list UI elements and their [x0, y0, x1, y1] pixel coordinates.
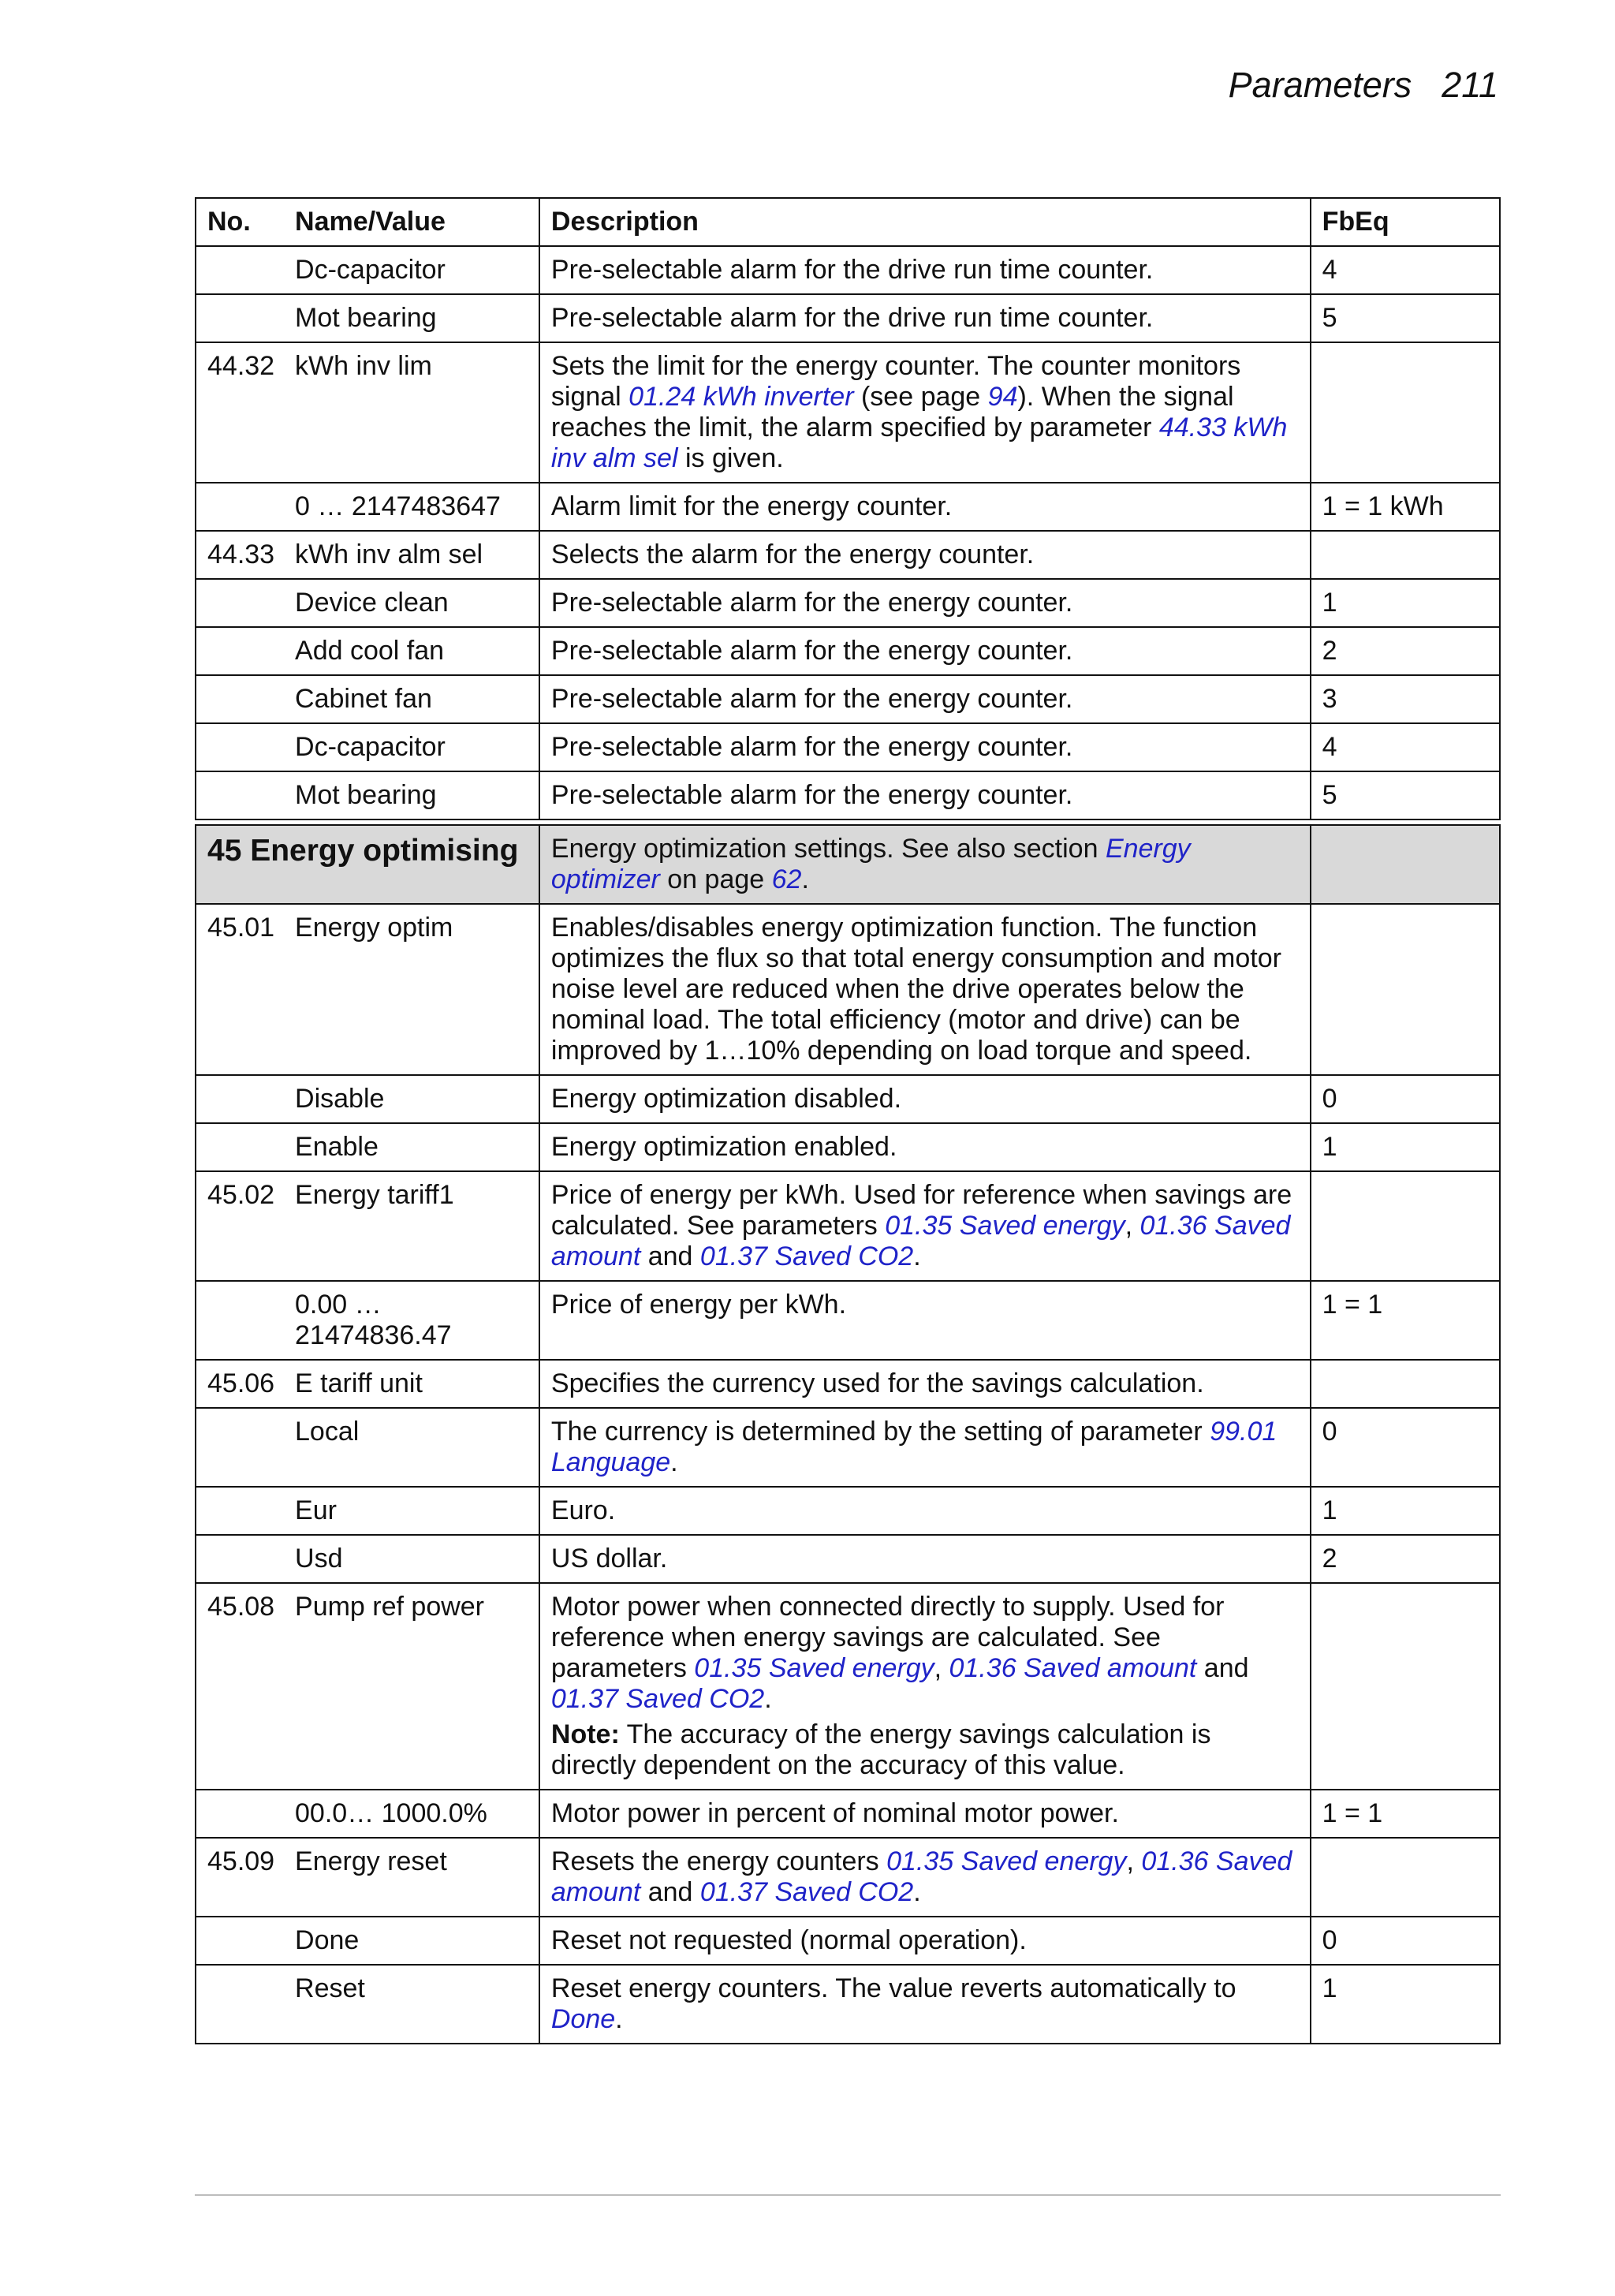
param-description: Selects the alarm for the energy counter. — [539, 531, 1311, 579]
param-fbeq: 2 — [1311, 627, 1500, 675]
table-row — [196, 294, 1500, 342]
param-name: Energy reset — [284, 1838, 539, 1917]
param-no — [196, 1487, 284, 1535]
table-row — [196, 1123, 1500, 1171]
param-name: Add cool fan — [284, 627, 539, 675]
group-description: Energy optimization settings. See also section Energy optimizer on page 62. — [539, 825, 1311, 904]
param-name: 0.00 … 21474836.47 — [284, 1281, 539, 1360]
note-paragraph: Note: The accuracy of the energy savings calculation is directly dependent on the accuracy of this value. — [550, 1719, 1211, 1780]
param-description: Price of energy per kWh. — [539, 1281, 1311, 1360]
param-name: Reset — [284, 1965, 539, 2044]
param-description: Pre-selectable alarm for the energy counter. — [539, 771, 1311, 819]
param-description: US dollar. — [539, 1535, 1311, 1583]
section-link[interactable]: Energy optimizer — [550, 834, 1191, 894]
param-description: Resets the energy counters 01.35 Saved energy, 01.36 Saved amount and 01.37 Saved CO2. — [539, 1838, 1311, 1917]
param-no — [196, 1790, 284, 1838]
param-link[interactable]: 01.37 Saved CO2 — [550, 1684, 765, 1714]
param-description — [539, 1583, 1311, 1790]
param-no: 44.32 — [196, 342, 284, 483]
param-no — [196, 627, 284, 675]
footer-rule — [195, 2194, 1501, 2196]
table-row — [196, 1281, 1500, 1360]
table-row — [196, 1075, 1500, 1123]
param-name: Disable — [284, 1075, 539, 1123]
param-description: Euro. — [539, 1487, 1311, 1535]
table-row — [196, 1535, 1500, 1583]
param-no — [196, 483, 284, 531]
param-description: Reset not requested (normal operation). — [539, 1917, 1311, 1965]
param-name: Pump ref power — [284, 1583, 539, 1790]
table-row — [196, 1583, 1500, 1790]
param-fbeq: 3 — [1311, 675, 1500, 723]
table-row — [196, 1408, 1500, 1487]
page-link[interactable]: 94 — [987, 382, 1018, 412]
param-link[interactable]: 01.35 Saved energy — [886, 1846, 1127, 1876]
table-row — [196, 1917, 1500, 1965]
param-description: Energy optimization disabled. — [539, 1075, 1311, 1123]
param-name: Energy tariff1 — [284, 1171, 539, 1281]
param-no — [196, 1917, 284, 1965]
table-row — [196, 531, 1500, 579]
table-header-row — [196, 198, 1500, 246]
param-fbeq — [1311, 1838, 1500, 1917]
table-row — [196, 1171, 1500, 1281]
param-fbeq: 2 — [1311, 1535, 1500, 1583]
param-no — [196, 771, 284, 819]
param-description: Energy optimization enabled. — [539, 1123, 1311, 1171]
param-link[interactable]: 01.36 Saved amount — [949, 1653, 1197, 1683]
parameter-table-45 — [195, 824, 1501, 2044]
param-name: 0 … 2147483647 — [284, 483, 539, 531]
param-fbeq: 5 — [1311, 771, 1500, 819]
param-fbeq: 5 — [1311, 294, 1500, 342]
param-description: Specifies the currency used for the savings calculation. — [539, 1360, 1311, 1408]
section-title: Parameters — [1228, 65, 1412, 105]
param-description: Pre-selectable alarm for the drive run time counter. — [539, 246, 1311, 294]
table-row — [196, 723, 1500, 771]
group-fbeq — [1311, 825, 1500, 904]
param-no: 45.01 — [196, 904, 284, 1075]
param-fbeq: 1 — [1311, 579, 1500, 627]
param-no: 45.06 — [196, 1360, 284, 1408]
table-row — [196, 1487, 1500, 1535]
param-description: Price of energy per kWh. Used for reference when savings are calculated. See parameters 01.35 Saved energy, 01.36 Saved amount and 01.37 Saved CO2. — [539, 1171, 1311, 1281]
param-fbeq — [1311, 904, 1500, 1075]
column-header-fbeq: FbEq — [1311, 198, 1500, 246]
parameter-table-44 — [195, 197, 1501, 820]
table-row — [196, 342, 1500, 483]
param-no — [196, 1281, 284, 1360]
param-fbeq — [1311, 1171, 1500, 1281]
table-row — [196, 771, 1500, 819]
param-fbeq: 4 — [1311, 723, 1500, 771]
param-name: Enable — [284, 1123, 539, 1171]
param-name: Cabinet fan — [284, 675, 539, 723]
param-link[interactable]: 01.36 Saved amount — [550, 1211, 1291, 1271]
param-no — [196, 1965, 284, 2044]
param-fbeq: 0 — [1311, 1075, 1500, 1123]
param-link[interactable]: 44.33 kWh inv alm sel — [550, 413, 1288, 473]
note-label: Note: — [550, 1719, 620, 1749]
param-description: Pre-selectable alarm for the energy counter. — [539, 723, 1311, 771]
page-header — [1229, 65, 1498, 106]
table-row — [196, 675, 1500, 723]
param-link[interactable]: 01.37 Saved CO2 — [699, 1877, 914, 1907]
param-fbeq: 1 — [1311, 1487, 1500, 1535]
param-no — [196, 1123, 284, 1171]
table-row — [196, 1360, 1500, 1408]
param-name: Eur — [284, 1487, 539, 1535]
param-description: Pre-selectable alarm for the drive run time counter. — [539, 294, 1311, 342]
param-no — [196, 675, 284, 723]
column-header-name: Name/Value — [284, 198, 539, 246]
param-fbeq: 0 — [1311, 1408, 1500, 1487]
param-link[interactable]: 01.24 kWh inverter — [628, 382, 854, 412]
param-name: Dc-capacitor — [284, 246, 539, 294]
page-link[interactable]: 62 — [771, 864, 802, 894]
param-name: Energy optim — [284, 904, 539, 1075]
table-row — [196, 1965, 1500, 2044]
param-link[interactable]: Done — [550, 2004, 616, 2034]
param-name: kWh inv alm sel — [284, 531, 539, 579]
param-description: Alarm limit for the energy counter. — [539, 483, 1311, 531]
param-name: Device clean — [284, 579, 539, 627]
param-no — [196, 1408, 284, 1487]
group-title-cell — [196, 825, 539, 904]
param-no — [196, 1075, 284, 1123]
param-description: The currency is determined by the setting of parameter 99.01 Language. — [539, 1408, 1311, 1487]
param-description: Reset energy counters. The value reverts automatically to Done. — [539, 1965, 1311, 2044]
param-description: Motor power in percent of nominal motor power. — [539, 1790, 1311, 1838]
param-no: 45.09 — [196, 1838, 284, 1917]
page-number: 211 — [1442, 65, 1498, 105]
param-link[interactable]: 01.36 Saved amount — [550, 1846, 1292, 1907]
table-row — [196, 483, 1500, 531]
param-no — [196, 246, 284, 294]
param-fbeq: 4 — [1311, 246, 1500, 294]
param-description: Enables/disables energy optimization function. The function optimizes the flux so that total energy consumption and motor noise level are reduced when the drive operates below the nominal load. The total efficiency (motor and drive) can be improved by 1…10% depending on load torque and speed. — [539, 904, 1311, 1075]
param-description: Pre-selectable alarm for the energy counter. — [539, 675, 1311, 723]
table-row — [196, 1790, 1500, 1838]
param-name: E tariff unit — [284, 1360, 539, 1408]
table-row — [196, 579, 1500, 627]
description-paragraph: Motor power when connected directly to supply. Used for reference when energy savings are calculated. See parameters 01.35 Saved energy, 01.36 Saved amount and 01.37 Saved CO2. — [550, 1592, 1249, 1714]
param-link[interactable]: 01.37 Saved CO2 — [699, 1241, 914, 1271]
param-no — [196, 723, 284, 771]
param-fbeq — [1311, 1360, 1500, 1408]
param-no: 44.33 — [196, 531, 284, 579]
param-name: Local — [284, 1408, 539, 1487]
table-row — [196, 627, 1500, 675]
table-row — [196, 1838, 1500, 1917]
column-header-no: No. — [196, 198, 284, 246]
param-fbeq: 1 = 1 — [1311, 1790, 1500, 1838]
param-no — [196, 579, 284, 627]
table-row — [196, 904, 1500, 1075]
param-no — [196, 294, 284, 342]
column-header-description: Description — [539, 198, 1311, 246]
param-name: Mot bearing — [284, 294, 539, 342]
param-no: 45.08 — [196, 1583, 284, 1790]
param-name: Dc-capacitor — [284, 723, 539, 771]
param-fbeq — [1311, 342, 1500, 483]
param-fbeq: 1 = 1 — [1311, 1281, 1500, 1360]
param-name: kWh inv lim — [284, 342, 539, 483]
param-name: 00.0… 1000.0% — [284, 1790, 539, 1838]
param-name: Mot bearing — [284, 771, 539, 819]
param-link[interactable]: 01.35 Saved energy — [885, 1211, 1125, 1241]
table-row — [196, 246, 1500, 294]
param-fbeq: 1 — [1311, 1123, 1500, 1171]
param-fbeq — [1311, 1583, 1500, 1790]
param-name: Usd — [284, 1535, 539, 1583]
param-fbeq: 1 — [1311, 1965, 1500, 2044]
group-header-row — [196, 825, 1500, 904]
param-no: 45.02 — [196, 1171, 284, 1281]
param-link[interactable]: 01.35 Saved energy — [694, 1653, 934, 1683]
param-fbeq — [1311, 531, 1500, 579]
param-link[interactable]: 99.01 Language — [550, 1417, 1277, 1477]
param-description: Sets the limit for the energy counter. The counter monitors signal 01.24 kWh inverter (see page 94). When the signal reaches the limit, the alarm specified by parameter 44.33 kWh inv alm sel is given. — [539, 342, 1311, 483]
param-description: Pre-selectable alarm for the energy counter. — [539, 627, 1311, 675]
group-title: 45 Energy optimising — [207, 834, 519, 868]
param-fbeq: 1 = 1 kWh — [1311, 483, 1500, 531]
param-name: Done — [284, 1917, 539, 1965]
param-description: Pre-selectable alarm for the energy counter. — [539, 579, 1311, 627]
param-fbeq: 0 — [1311, 1917, 1500, 1965]
param-no — [196, 1535, 284, 1583]
